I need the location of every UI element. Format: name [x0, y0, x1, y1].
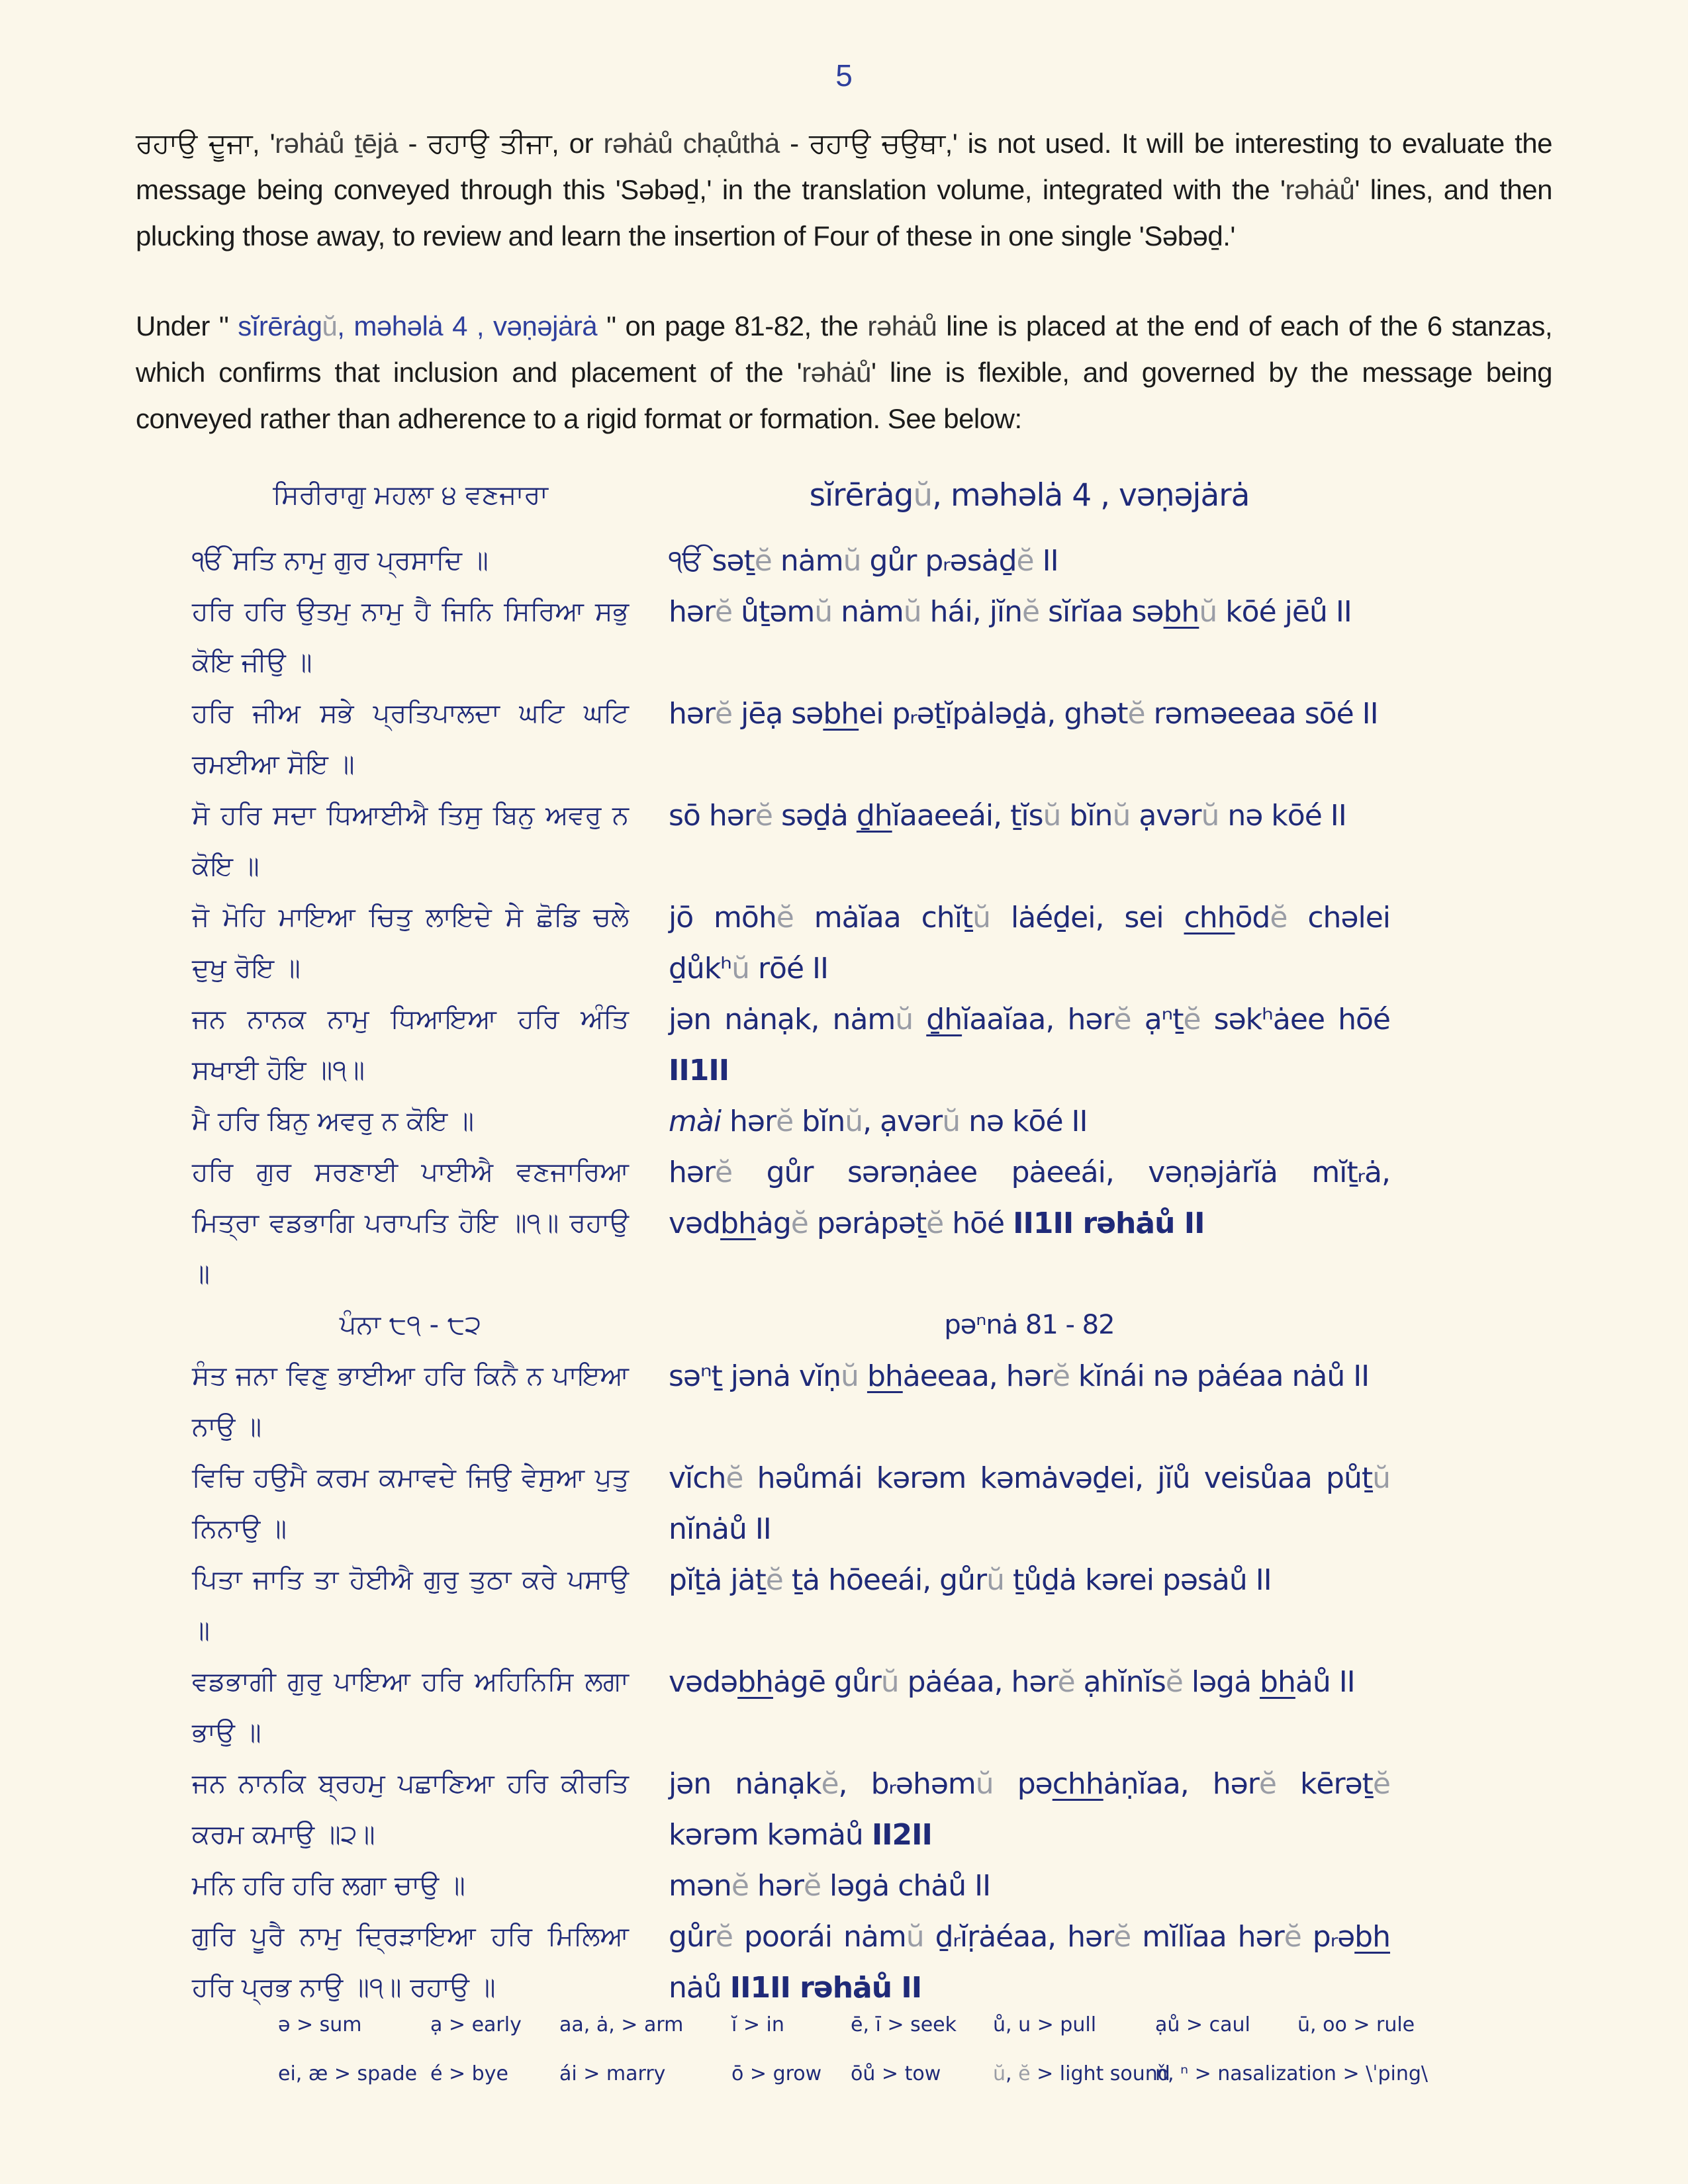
gurmukhi-cell: ਜਨ ਨਾਨਕ ਨਾਮੁ ਧਿਆਇਆ ਹਰਿ ਅੰਤਿ ਸਖਾਈ ਹੋਇ ॥੧॥: [192, 1004, 629, 1085]
key-item: ōů > tow: [851, 2062, 941, 2085]
transliteration-cell: sō hərĕ səḏȧ ḏhĭaaeeái, ṯĭsŭ bĭnŭ ạvərŭ nə kōé II: [669, 799, 1346, 833]
gurmukhi-cell: ਸੋ ਹਰਿ ਸਦਾ ਧਿਆਈਐ ਤਿਸੁ ਬਿਨੁ ਅਵਰੁ ਨ ਕੋਇ ॥: [192, 800, 629, 882]
scripture-row-14: [192, 1758, 1390, 1860]
transliteration-text: rəhȧů: [802, 357, 872, 388]
scripture-row-13: [192, 1657, 1390, 1758]
body-text: Under ": [136, 310, 238, 341]
gurmukhi-cell: ਗੁਰਿ ਪੂਰੈ ਨਾਮੁ ਦ੍ਰਿੜਾਇਆ ਹਰਿ ਮਿਲਿਆ ਹਰਿ ਪ੍ਰਭ ਨਾਉ ॥੧॥ ਰਹਾਉ ॥: [192, 1921, 629, 2003]
intro-paragraph-2: [136, 303, 1552, 442]
scripture-row-1: [192, 535, 1390, 586]
transliteration-cell: hərĕ jēạ səbhei pᵣəṯĭpȧləḏȧ, ghətĕ rəməeeaa sōé II: [669, 697, 1378, 731]
gurmukhi-cell: ਵਿਚਿ ਹਉਮੈ ਕਰਮ ਕਮਾਵਦੇ ਜਿਉ ਵੇਸੁਆ ਪੁਤੁ ਨਿਨਾਉ ॥: [192, 1463, 629, 1544]
key-item: ĭ > in: [731, 2013, 784, 2036]
gurmukhi-cell: ਹਰਿ ਗੁਰ ਸਰਣਾਈ ਪਾਈਐ ਵਣਜਾਰਿਆ ਮਿਤ੍ਰਾ ਵਡਭਾਗਿ ਪਰਾਪਤਿ ਹੋਇ ॥੧॥ ਰਹਾਉ ॥: [192, 1157, 629, 1289]
gurmukhi-cell: ਪਿਤਾ ਜਾਤਿ ਤਾ ਹੋਈਐ ਗੁਰੁ ਤੁਠਾ ਕਰੇ ਪਸਾਉ ॥: [192, 1565, 629, 1646]
body-text: -: [398, 128, 428, 159]
transliteration-cell: vĭchĕ həůmái kərəm kəmȧvəḏei, jĭů veisůaa půṯŭ nĭnȧů II: [669, 1461, 1390, 1546]
body-text: " on page 81-82, the: [597, 310, 868, 341]
body-text: line is placed at the end of each of the 6 stanzas, which confirms that inclusion and placement of the ': [136, 310, 1553, 388]
transliteration-cell: jən nȧnạk, nȧmŭ ḏhĭaaĭaa, hərĕ ạⁿṯĕ səkʰȧee hōé II1II: [669, 1003, 1390, 1087]
transliteration-cell: jō mōhĕ mȧĭaa chĭṯŭ lȧéḏei, sei chhōdĕ chəlei ḏůkʰŭ rōé II: [669, 901, 1390, 985]
gurmukhi-cell: ਪੰਨਾ ੮੧ - ੮੨: [339, 1310, 482, 1340]
key-item: ē, ī > seek: [851, 2013, 957, 2036]
gurmukhi-cell: ਸੰਤ ਜਨਾ ਵਿਣੁ ਭਾਈਆ ਹਰਿ ਕਿਨੈ ਨ ਪਾਇਆ ਨਾਉ ॥: [192, 1361, 629, 1442]
scripture-row-8: [192, 1147, 1390, 1300]
transliteration-cell: mənĕ hərĕ ləgȧ chȧů II: [669, 1869, 991, 1903]
key-item: ŭ, ĕ > light sound: [993, 2062, 1170, 2085]
gurmukhi-cell: ਮਨਿ ਹਰਿ ਹਰਿ ਲਗਾ ਚਾਉ ॥: [192, 1870, 465, 1901]
scripture-row-3: [192, 688, 1390, 790]
body-text: ,' is not used. It will be interesting to evaluate the message being conveyed through this 'Səbəḏ,' in the translation volume, integrated with the ': [136, 128, 1552, 205]
page-number: 5: [835, 58, 853, 93]
scripture-row-15: [192, 1860, 1390, 1911]
transliteration-cell: jən nȧnạkĕ, bᵣəhəmŭ pəchhȧṇĭaa, hərĕ kērəṯĕ kərəm kəmȧů II2II: [669, 1767, 1390, 1852]
transliteration-cell: pĭṯȧ jȧṯĕ ṯȧ hōeeái, gůrŭ ṯůḏȧ kərei pəsȧů II: [669, 1563, 1272, 1597]
transliteration-cell: ੴ səṯĕ nȧmŭ gůr pᵣəsȧḏĕ II: [669, 544, 1058, 578]
transliteration-text: sĭrērȧgŭ, məhəlȧ 4 , vəṇəjȧrȧ: [238, 310, 598, 341]
transliteration-text: rəhȧů ṯējȧ: [275, 128, 399, 159]
gurmukhi-text: ਰਹਾਉ ਚਉਥਾ: [809, 127, 945, 159]
body-text: ' line is flexible, and governed by the message being conveyed rather than adherence to a rigid format or formation. See below:: [136, 357, 1553, 434]
key-item: ə > sum: [278, 2013, 362, 2036]
transliteration-text: rəhȧů: [867, 310, 937, 341]
key-item: ō > grow: [731, 2062, 822, 2085]
key-item: aa, ȧ, > arm: [559, 2013, 684, 2036]
pronunciation-key-row-1: [278, 2013, 1413, 2037]
body-text: , ': [252, 128, 275, 159]
scripture-row-4: [192, 790, 1390, 892]
key-item: ạů > caul: [1155, 2013, 1250, 2036]
transliteration-text: rəhȧů chạůthȧ: [603, 128, 780, 159]
transliteration-cell: vədəbhȧgē gůrŭ pȧéaa, hərĕ ạhĭnĭsĕ ləgȧ bhȧů II: [669, 1665, 1355, 1699]
scripture-row-11: [192, 1453, 1390, 1555]
scripture-row-0: [192, 470, 1390, 521]
pronunciation-key: [278, 2013, 1429, 2086]
body-text: -: [779, 128, 809, 159]
transliteration-cell: pəⁿnȧ 81 - 82: [944, 1310, 1115, 1340]
key-item: ái > marry: [559, 2062, 666, 2085]
scripture-row-5: [192, 892, 1390, 994]
transliteration-cell: gůrĕ poorái nȧmŭ ḏᵣĭṛȧéaa, hərĕ mĭlĭaa hərĕ pᵣəbh nȧů II1II rəhȧů II: [669, 1920, 1390, 2005]
gurmukhi-cell: ਹਰਿ ਹਰਿ ਉਤਮੁ ਨਾਮੁ ਹੈ ਜਿਨਿ ਸਿਰਿਆ ਸਭੁ ਕੋਇ ਜੀਉ ॥: [192, 596, 629, 678]
gurmukhi-cell: ਹਰਿ ਜੀਅ ਸਭੇ ਪ੍ਰਤਿਪਾਲਦਾ ਘਟਿ ਘਟਿ ਰਮਈਆ ਸੋਇ ॥: [192, 698, 629, 780]
gurmukhi-cell: ਸਿਰੀਰਾਗੁ ਮਹਲਾ ੪ ਵਣਜਾਰਾ: [273, 480, 548, 510]
transliteration-text: rəhȧů: [1285, 174, 1355, 205]
transliteration-cell: hərĕ ůṯəmŭ nȧmŭ hái, jĭnĕ sĭrĭaa səbhŭ kōé jēů II: [669, 595, 1352, 629]
gurmukhi-cell: ਜਨ ਨਾਨਕਿ ਬ੍ਰਹਮੁ ਪਛਾਣਿਆ ਹਰਿ ਕੀਰਤਿ ਕਰਮ ਕਮਾਉ ॥੨॥: [192, 1768, 629, 1850]
scripture-two-column-table: [192, 470, 1390, 2013]
key-item: é > bye: [430, 2062, 508, 2085]
scripture-row-10: [192, 1351, 1390, 1453]
scripture-row-9: [192, 1300, 1390, 1351]
key-item: ů, u > pull: [993, 2013, 1097, 2036]
key-item: ū, oo > rule: [1297, 2013, 1415, 2036]
gurmukhi-cell: ਮੈ ਹਰਿ ਬਿਨੁ ਅਵਰੁ ਨ ਕੋਇ ॥: [192, 1106, 474, 1136]
scripture-row-16: [192, 1911, 1390, 2013]
key-item: ạ > early: [430, 2013, 522, 2036]
scripture-row-7: [192, 1096, 1390, 1147]
gurmukhi-text: ਰਹਾਉ ਦੂਜਾ: [136, 127, 253, 159]
gurmukhi-cell: ਜੋ ਮੋਹਿ ਮਾਇਆ ਚਿਤੁ ਲਾਇਦੇ ਸੇ ਛੋਡਿ ਚਲੇ ਦੁਖੁ ਰੋਇ ॥: [192, 902, 629, 983]
gurmukhi-text: ਰਹਾਉ ਤੀਜਾ: [427, 127, 552, 159]
transliteration-cell: sĭrērȧgŭ, məhəlȧ 4 , vəṇəjȧrȧ: [809, 477, 1250, 514]
gurmukhi-cell: ਵਡਭਾਗੀ ਗੁਰੁ ਪਾਇਆ ਹਰਿ ਅਹਿਨਿਸਿ ਲਗਾ ਭਾਉ ॥: [192, 1666, 629, 1748]
transliteration-cell: səⁿṯ jənȧ vĭṇŭ bhȧeeaa, hərĕ kĭnái nə pȧéaa nȧů II: [669, 1359, 1370, 1393]
scripture-row-6: [192, 994, 1390, 1096]
key-item: ň, ⁿ > nasalization > \ˈping\: [1155, 2062, 1429, 2085]
pronunciation-key-row-2: [278, 2062, 1429, 2086]
body-text: , or: [551, 128, 604, 159]
scripture-row-12: [192, 1555, 1390, 1657]
scripture-row-2: [192, 586, 1390, 688]
transliteration-cell: mài hərĕ bĭnŭ, ạvərŭ nə kōé II: [669, 1105, 1088, 1138]
gurmukhi-cell: ੴ ਸਤਿ ਨਾਮੁ ਗੁਰ ਪ੍ਰਸਾਦਿ ॥: [192, 545, 489, 576]
transliteration-cell: hərĕ gůr sərəṇȧee pȧeeái, vəṇəjȧrĭȧ mĭṯᵣȧ, vədbhȧgĕ pərȧpəṯĕ hōé II1II rəhȧů II: [669, 1156, 1390, 1240]
intro-paragraph-1: [136, 120, 1552, 259]
key-item: ei, æ > spade: [278, 2062, 418, 2085]
body-text: ' lines, and then plucking those away, to review and learn the insertion of Four of these in one single 'Səbəḏ.': [136, 174, 1552, 251]
